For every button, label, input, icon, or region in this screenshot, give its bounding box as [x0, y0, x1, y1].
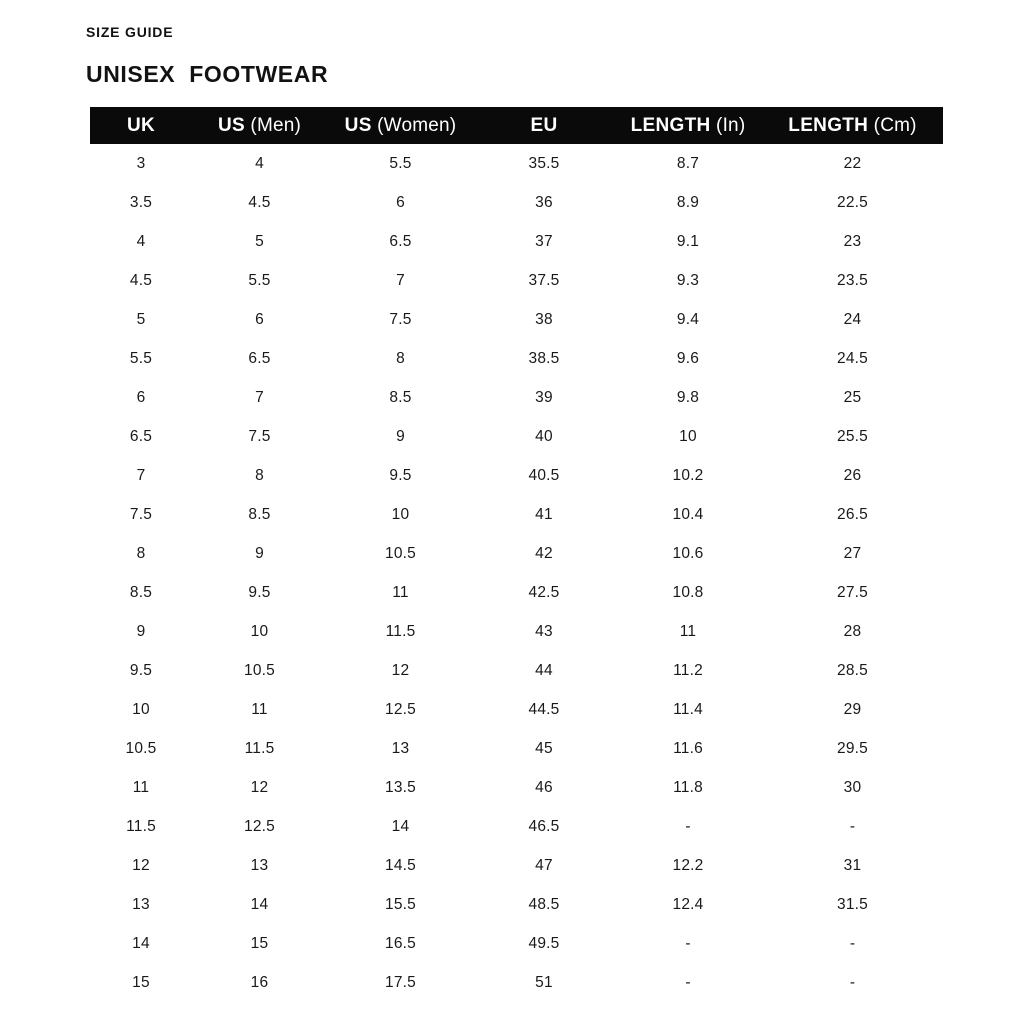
table-cell: 31: [843, 856, 862, 874]
table-row: [90, 924, 943, 963]
table-cell: 14: [132, 934, 150, 952]
table-cell: 10: [250, 622, 269, 640]
table-cell: 14.5: [385, 856, 416, 874]
page-title: UNISEX FOOTWEAR: [86, 61, 329, 87]
table-cell: 43: [535, 622, 553, 640]
table-cell: 28.5: [837, 661, 868, 679]
table-cell: 13: [250, 856, 269, 874]
table-cell: -: [849, 973, 856, 991]
table-cell: 9.5: [248, 583, 271, 601]
table-row: [90, 261, 943, 300]
table-cell: 44.5: [528, 700, 560, 718]
table-cell: 29: [843, 700, 862, 718]
table-cell: 10.5: [125, 739, 157, 757]
table-cell: 8: [396, 349, 405, 367]
table-cell: 26: [843, 466, 862, 484]
table-cell: 8.7: [676, 154, 700, 172]
table-cell: 9: [255, 544, 264, 562]
table-row: [90, 222, 943, 261]
column-header-bold-text: US: [344, 114, 372, 136]
table-cell: 7.5: [389, 310, 412, 328]
table-cell: 15: [250, 934, 269, 952]
table-cell: 46: [535, 778, 553, 796]
table-cell: 10: [679, 427, 697, 445]
table-cell: 9.4: [676, 310, 700, 328]
table-cell: 12: [132, 856, 150, 874]
table-cell: 39: [535, 388, 553, 406]
table-cell: 37.5: [528, 271, 560, 289]
table-cell: 22.5: [837, 193, 868, 211]
table-cell: 6: [396, 193, 405, 211]
table-cell: 4.5: [129, 271, 153, 289]
table-cell: 16: [250, 973, 269, 991]
table-cell: 47: [535, 856, 553, 874]
table-row: [90, 495, 943, 534]
table-cell: 44: [535, 661, 553, 679]
table-cell: 10.5: [385, 544, 416, 562]
table-cell: 9.5: [389, 466, 412, 484]
table-cell: 30: [843, 778, 862, 796]
table-cell: 5.5: [389, 154, 412, 172]
table-cell: 13: [132, 895, 150, 913]
table-cell: 3: [136, 154, 146, 172]
table-cell: 45: [535, 739, 553, 757]
table-row: [90, 768, 943, 807]
table-cell: 4: [136, 232, 146, 250]
table-cell: 11.2: [673, 661, 703, 679]
table-cell: 6: [255, 310, 264, 328]
table-cell: 10.4: [672, 505, 704, 523]
table-cell: 22: [843, 154, 862, 172]
table-row: [90, 534, 943, 573]
table-row: [90, 885, 943, 924]
table-row: [90, 144, 943, 183]
table-cell: 38: [535, 310, 553, 328]
table-cell: 11.6: [673, 739, 703, 757]
table-cell: 12: [391, 661, 410, 679]
table-header-row: [90, 107, 943, 144]
table-row: [90, 690, 943, 729]
table-cell: 7.5: [129, 505, 153, 523]
table-cell: 12: [250, 778, 269, 796]
table-cell: 8: [255, 466, 264, 484]
table-cell: -: [849, 817, 856, 835]
table-cell: 11: [251, 700, 268, 718]
table-cell: 40: [535, 427, 553, 445]
table-cell: 41: [535, 505, 553, 523]
table-cell: 10: [391, 505, 410, 523]
column-header-unit-text: (Women): [371, 114, 457, 136]
table-cell: 11.8: [673, 778, 703, 796]
table-cell: 10.6: [672, 544, 704, 562]
table-row: [90, 456, 943, 495]
table-cell: 10: [132, 700, 150, 718]
table-row: [90, 417, 943, 456]
table-cell: 8.5: [248, 505, 271, 523]
table-cell: 8.5: [389, 388, 412, 406]
table-row: [90, 963, 943, 1002]
table-cell: 6.5: [389, 232, 412, 250]
column-header-us-women: [327, 107, 474, 144]
table-cell: 7.5: [248, 427, 271, 445]
table-cell: 15: [132, 973, 150, 991]
table-cell: 46.5: [528, 817, 560, 835]
column-header-bold-text: LENGTH: [630, 114, 711, 136]
table-cell: 12.5: [385, 700, 416, 718]
table-cell: 9: [396, 427, 405, 445]
table-row: [90, 807, 943, 846]
table-cell: 6: [136, 388, 146, 406]
column-header-eu: [474, 107, 614, 144]
column-header-length-in: [614, 107, 762, 144]
table-cell: 7: [255, 388, 264, 406]
table-cell: 49.5: [528, 934, 560, 952]
table-cell: 11.4: [673, 700, 703, 718]
table-cell: 12.4: [672, 895, 704, 913]
table-row: [90, 378, 943, 417]
table-cell: 25: [843, 388, 862, 406]
table-cell: 7: [396, 271, 405, 289]
table-cell: 5.5: [129, 349, 153, 367]
table-cell: 11: [392, 583, 409, 601]
column-header-bold-text: US: [217, 114, 245, 136]
table-cell: 23.5: [837, 271, 868, 289]
table-cell: 10.5: [244, 661, 275, 679]
table-cell: 37: [535, 232, 553, 250]
table-row: [90, 651, 943, 690]
column-header-length-cm: [762, 107, 943, 144]
size-guide-eyebrow: SIZE GUIDE: [86, 24, 174, 40]
table-cell: 9.6: [676, 349, 700, 367]
table-cell: 6.5: [248, 349, 271, 367]
table-row: [90, 846, 943, 885]
table-cell: 4: [255, 154, 264, 172]
table-cell: -: [849, 934, 856, 952]
table-row: [90, 573, 943, 612]
column-header-unit-text: (Cm): [868, 114, 917, 136]
table-cell: 10.8: [672, 583, 704, 601]
size-conversion-table: [90, 107, 943, 1002]
table-row: [90, 729, 943, 768]
table-cell: 12.2: [672, 856, 704, 874]
table-cell: 9.1: [676, 232, 700, 250]
table-cell: 9.3: [676, 271, 700, 289]
table-cell: 13: [391, 739, 410, 757]
table-cell: 42.5: [528, 583, 560, 601]
table-cell: 13.5: [385, 778, 416, 796]
table-cell: 31.5: [837, 895, 868, 913]
size-table-body: [90, 144, 943, 1002]
table-cell: 28: [843, 622, 862, 640]
table-cell: 12.5: [244, 817, 275, 835]
table-cell: 8: [136, 544, 146, 562]
table-cell: 6.5: [129, 427, 153, 445]
column-header-uk: [90, 107, 192, 144]
table-cell: 9.8: [676, 388, 700, 406]
table-cell: 9: [136, 622, 146, 640]
table-cell: 14: [250, 895, 269, 913]
table-cell: 11.5: [385, 622, 416, 640]
table-cell: 5: [136, 310, 146, 328]
table-cell: 7: [136, 466, 146, 484]
table-cell: 17.5: [385, 973, 416, 991]
table-cell: 11: [132, 778, 150, 796]
table-cell: 11.5: [244, 739, 275, 757]
table-cell: 24.5: [837, 349, 868, 367]
table-cell: 5: [255, 232, 264, 250]
table-cell: 10.2: [672, 466, 704, 484]
table-cell: 11.5: [126, 817, 156, 835]
table-cell: 51: [535, 973, 553, 991]
table-cell: 26.5: [837, 505, 868, 523]
table-cell: 29.5: [837, 739, 868, 757]
table-cell: 8.9: [676, 193, 700, 211]
table-cell: 4.5: [248, 193, 271, 211]
column-header-unit-text: (In): [710, 114, 746, 136]
table-cell: 23: [843, 232, 862, 250]
table-row: [90, 183, 943, 222]
table-row: [90, 300, 943, 339]
table-cell: -: [685, 934, 691, 952]
table-cell: 35.5: [528, 154, 560, 172]
table-cell: 8.5: [129, 583, 153, 601]
table-cell: 48.5: [528, 895, 560, 913]
table-cell: 9.5: [129, 661, 153, 679]
table-row: [90, 339, 943, 378]
table-cell: 15.5: [385, 895, 416, 913]
table-cell: -: [685, 973, 691, 991]
table-cell: -: [685, 817, 691, 835]
column-header-bold-text: LENGTH: [788, 114, 869, 136]
table-row: [90, 612, 943, 651]
table-cell: 27.5: [837, 583, 868, 601]
table-cell: 3.5: [129, 193, 153, 211]
table-cell: 24: [843, 310, 862, 328]
table-cell: 36: [535, 193, 553, 211]
table-cell: 16.5: [385, 934, 416, 952]
table-cell: 14: [391, 817, 410, 835]
table-cell: 11: [679, 622, 697, 640]
column-header-bold-text: UK: [126, 114, 156, 136]
table-cell: 25.5: [837, 427, 868, 445]
column-header-bold-text: EU: [530, 114, 558, 136]
table-cell: 27: [843, 544, 862, 562]
table-cell: 40.5: [528, 466, 560, 484]
column-header-us-men: [192, 107, 327, 144]
table-cell: 5.5: [248, 271, 271, 289]
column-header-unit-text: (Men): [244, 114, 302, 136]
table-cell: 38.5: [528, 349, 560, 367]
table-cell: 42: [535, 544, 553, 562]
